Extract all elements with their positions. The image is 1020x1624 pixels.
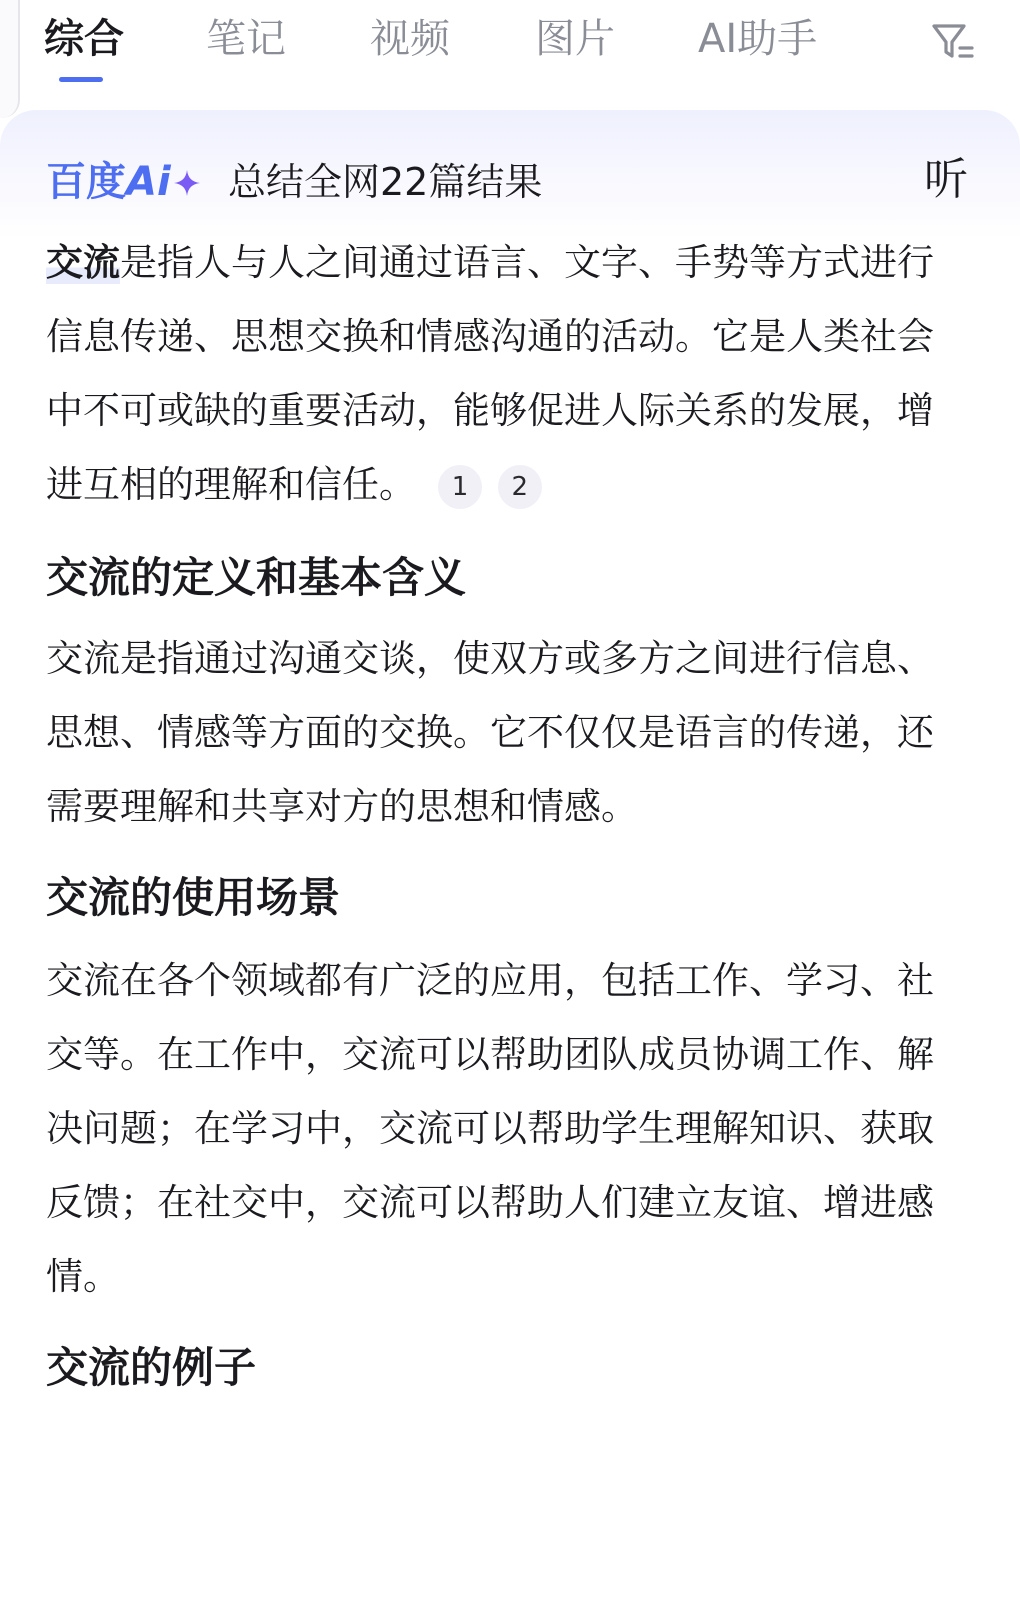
section-heading: 交流的定义和基本含义 bbox=[46, 553, 467, 602]
citation-badge[interactable]: 1 bbox=[438, 465, 482, 509]
sparkle-icon bbox=[173, 169, 201, 197]
baidu-ai-logo bbox=[46, 156, 201, 208]
tab-comprehensive[interactable]: 综合 bbox=[44, 16, 124, 62]
ai-summary-title: 总结全网22篇结果 bbox=[228, 160, 543, 204]
section-heading: 交流的例子 bbox=[46, 1343, 257, 1392]
listen-button[interactable]: 听 bbox=[924, 154, 968, 205]
search-tab-bar bbox=[0, 0, 1020, 110]
section-heading: 交流的使用场景 bbox=[46, 873, 341, 922]
tab-ai-assistant[interactable]: AI助手 bbox=[698, 16, 818, 62]
section-body: 交流在各个领域都有广泛的应用，包括工作、学习、社交等。在工作中，交流可以帮助团队成员协调工作、解决问题；在学习中，交流可以帮助学生理解知识、获取反馈；在社交中，交流可以帮助人们建立友谊、增进感情。 bbox=[46, 959, 934, 1298]
citation-badge[interactable]: 2 bbox=[498, 465, 542, 509]
logo-text: 百度 bbox=[46, 159, 126, 205]
tab-notes[interactable]: 笔记 bbox=[206, 16, 286, 62]
section-body: 交流是指通过沟通交谈，使双方或多方之间进行信息、思想、情感等方面的交换。它不仅仅是语言的传递，还需要理解和共享对方的思想和情感。 bbox=[46, 637, 934, 828]
logo-ai-text: Ai bbox=[126, 159, 171, 205]
tab-images[interactable]: 图片 bbox=[535, 16, 615, 62]
keyword-highlight[interactable]: 交流 bbox=[46, 241, 120, 284]
active-tab-indicator bbox=[59, 77, 103, 82]
intro-paragraph bbox=[46, 226, 936, 522]
ai-summary-card bbox=[0, 110, 1020, 1624]
tab-videos[interactable]: 视频 bbox=[370, 16, 450, 62]
intro-text: 是指人与人之间通过语言、文字、手势等方式进行信息传递、思想交换和情感沟通的活动。它是人类社会中不可或缺的重要活动，能够促进人际关系的发展，增进互相的理解和信任。 bbox=[46, 241, 934, 506]
ai-card-header bbox=[46, 156, 976, 208]
ai-answer-content bbox=[46, 226, 936, 1398]
filter-icon[interactable] bbox=[930, 18, 978, 66]
